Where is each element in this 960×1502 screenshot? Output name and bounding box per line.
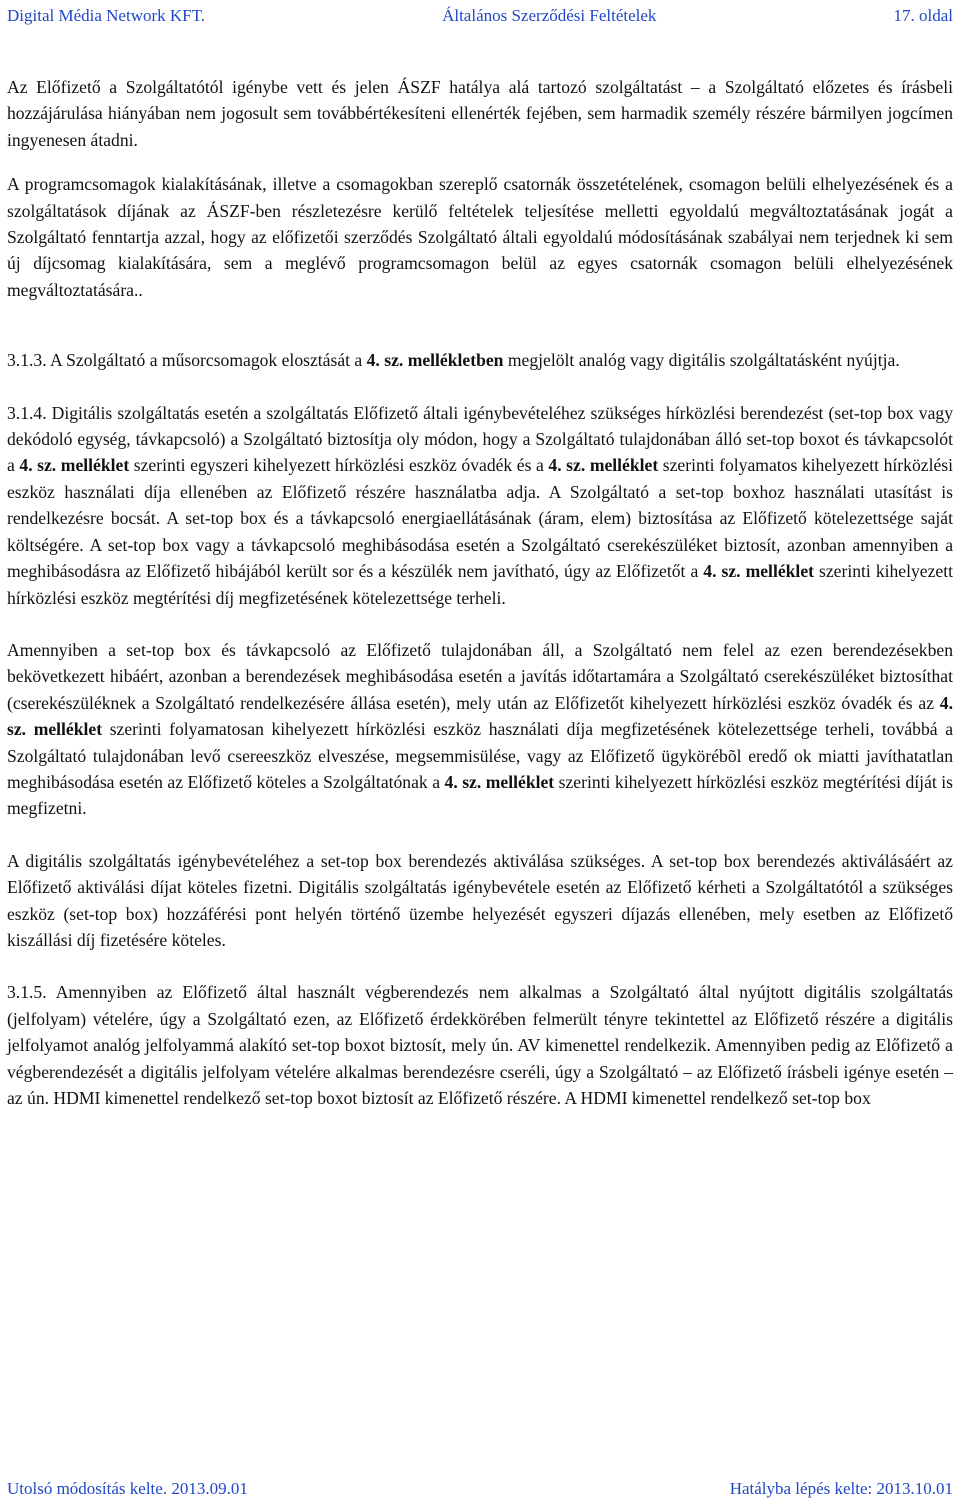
page-header xyxy=(7,4,953,28)
header-page-number: 17. oldal xyxy=(893,6,953,25)
paragraph-subscriber-owned-box: Amennyiben a set-top box és távkapcsoló az Előfizető tulajdonában áll, a Szolgáltató nem felel az ezen berendezésekben bekövetkezett hibáért, azonban a berendezések meghibásodása esetén a javítás időtartamára a Szolgáltató cserekészüléket biztosíthat (cserekészüléknek a Szolgáltató rendelkezésére állása esetén), mely után az Előfizetőt kihelyezett hírközlési eszköz óvadék és az 4. sz. melléklet szerinti folyamatosan kihelyezett hírközlési eszköz használati díja megfizetésének kötelezettsége terheli, továbbá a Szolgáltató tulajdonában levő csereeszköz elveszése, megsemmisülése, vagy az Előfizető ügykörébõl eredő ok miatti javíthatatlan meghibásodása esetén az Előfizető köteles a Szolgáltatónak a 4. sz. melléklet szerinti kihelyezett hírközlési eszköz megtérítési díját is megfizetni. xyxy=(7,639,954,819)
paragraph-program-packages: A programcsomagok kialakításának, illetve a csomagokban szereplő csatornák összetételének, csomagon belüli elhelyezésének és a szolgáltatások díjának az ÁSZF-ben részletezésre kerülő feltételek teljesítése melletti egyoldalú megváltoztatásának jogát a Szolgáltató fenntartja azzal, hogy az előfizetői szerződés Szolgáltató általi egyoldalú módosításának szabályai nem terjednek ki sem új díjcsomag kialakítására, sem a meglévő programcsomagon belül az egyes csatornák csomagon belüli elhelyezésének megváltoztatására.. xyxy=(7,174,953,300)
paragraph-activation: A digitális szolgáltatás igénybevételéhez a set-top box berendezés aktiválása szükséges. A set-top box berendezés aktiválásáért az Előfizető aktiválási díjat köteles fizetni. Digitális szolgáltatás igénybevétele esetén az Előfizető kérheti a Szolgáltatótól a szükséges eszköz (set-top box) hozzáférési pont helyén történő üzembe helyezését egyszeri díjazás ellenében, mely esetben az Előfizető kiszállási díj fizetésére köteles. xyxy=(7,850,953,950)
paragraph-section-3-1-5: 3.1.5. Amennyiben az Előfizető által használt végberendezés nem alkalmas a Szolgáltató által nyújtott digitális szolgáltatás (jelfolyam) vételére, úgy a Szolgáltató ezen, az Előfizető érdekkörében felmerült tényre tekintettel az Előfizető részére a digitális jelfolyamot analóg jelfolyammá alakító set-top boxot biztosít, mely ún. AV kimenettel rendelkezik. Amennyiben pedig az Előfizető a végberendezését a digitális jelfolyam vételére alkalmas berendezésre cseréli, úgy a Szolgáltató – az Előfizető írásbeli igénye esetén – az ún. HDMI kimenettel rendelkező set-top boxot biztosít az Előfizető részére. A HDMI kimenettel rendelkező set-top box xyxy=(7,982,953,1108)
header-company: Digital Média Network KFT. xyxy=(7,6,205,25)
paragraph-section-3-1-3: 3.1.3. A Szolgáltató a műsorcsomagok elosztását a 4. sz. mellékletben megjelölt analóg vagy digitális szolgáltatásként nyújtja. xyxy=(7,350,900,371)
paragraph-subscriber-resale: Az Előfizető a Szolgáltatótól igénybe vett és jelen ÁSZF hatálya alá tartozó szolgáltatást – a Szolgáltató előzetes és írásbeli hozzájárulása hiányában nem jogosult sem továbbértékesíteni ellenérték fejében, sem harmadik személy részére bármilyen jogcímen ingyenesen átadni. xyxy=(7,77,953,150)
document-body xyxy=(7,74,953,1111)
footer-modified-date: Utolsó módosítás kelte. 2013.09.01 xyxy=(7,1479,248,1498)
page-footer xyxy=(7,1478,953,1500)
header-title: Általános Szerződési Feltételek xyxy=(442,6,657,25)
paragraph-section-3-1-4: 3.1.4. Digitális szolgáltatás esetén a szolgáltatás Előfizető általi igénybevételéhez szükséges hírközlési berendezést (set-top box vagy dekódoló egység, távkapcsoló) a Szolgáltató biztosítja oly módon, hogy a Szolgáltató tulajdonában álló set-top boxot és távkapcsolót a 4. sz. melléklet szerinti egyszeri kihelyezett hírközlési eszköz óvadék és a 4. sz. melléklet szerinti folyamatos kihelyezett hírközlési eszköz használati díja ellenében az Előfizető részére használatba adja. A Szolgáltató a set-top boxhoz használati utasítást is rendelkezésre bocsát. A set-top box és a távkapcsoló energiaellátásának (áram, elem) biztosítása az Előfizető kötelezettsége saját költségére. A set-top box vagy a távkapcsoló meghibásodása esetén a Szolgáltató cserekészüléket biztosít, azonban amennyiben a meghibásodásra az Előfizető hibájából került sor és a készülék nem javítható, úgy az Előfizetőt a 4. sz. melléklet szerinti kihelyezett hírközlési eszköz megtérítési díj megfizetésének kötelezettsége terheli. xyxy=(7,402,953,608)
footer-effective-date: Hatályba lépés kelte: 2013.10.01 xyxy=(729,1479,953,1498)
